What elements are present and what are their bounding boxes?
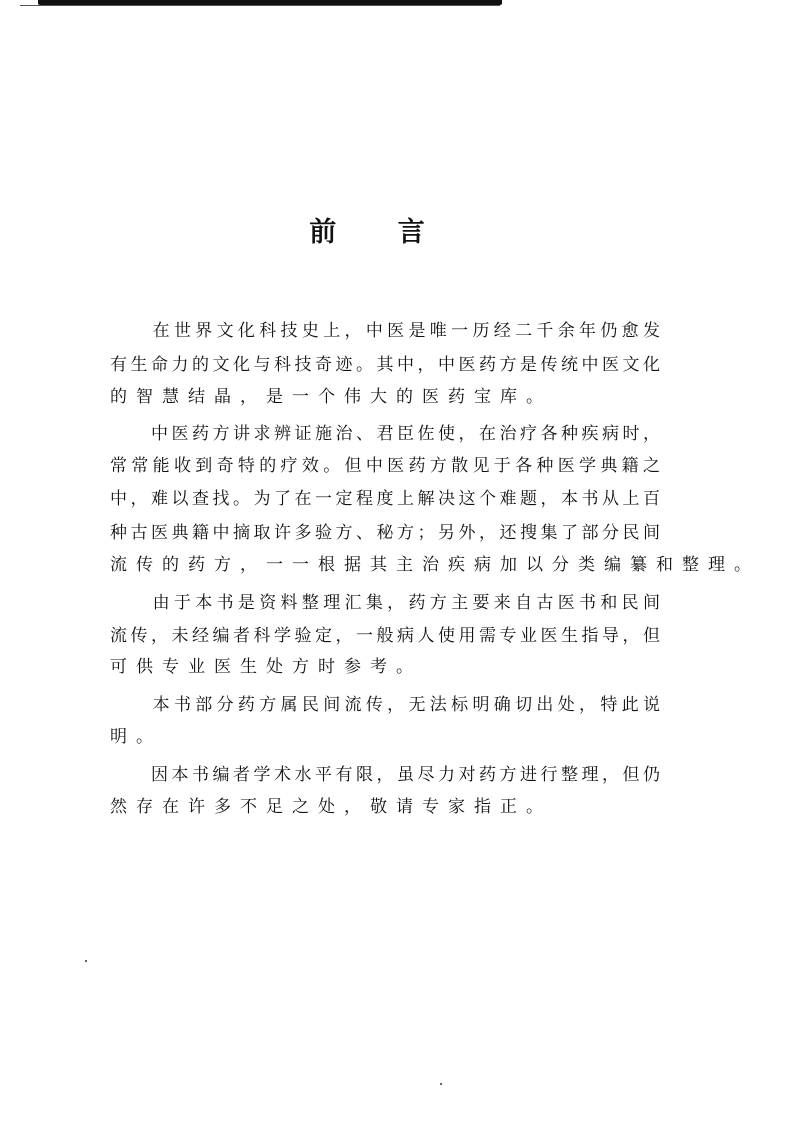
- scan-speck: [440, 1083, 442, 1085]
- text-line: 然存在许多不足之处，敬请专家指正。: [110, 797, 552, 817]
- text-line: 流传的药方，一一根据其主治疾病加以分类编纂和整理。: [110, 555, 760, 575]
- text-line: 常常能收到奇特的疗效。但中医药方散见于各种医学典籍之: [110, 456, 660, 476]
- text-line: 本书部分药方属民间流传，无法标明确切出处，特此说: [110, 695, 660, 715]
- text-line: 有生命力的文化与科技奇迹。其中，中医药方是传统中医文化: [110, 355, 660, 375]
- text-line: 因本书编者学术水平有限，虽尽力对药方进行整理，但仍: [110, 765, 660, 785]
- text-line: 在世界文化科技史上，中医是唯一历经二千余年仍愈发: [110, 321, 660, 341]
- scan-speck: [85, 960, 87, 962]
- text-line: 的智慧结晶，是一个伟大的医药宝库。: [110, 387, 552, 407]
- text-line: 种古医典籍中摘取许多验方、秘方；另外，还搜集了部分民间: [110, 523, 660, 543]
- text-line: 中，难以查找。为了在一定程度上解决这个难题，本书从上百: [110, 489, 660, 509]
- text-line: 由于本书是资料整理汇集，药方主要来自古医书和民间: [110, 593, 660, 613]
- scan-edge-line: [20, 5, 500, 6]
- text-line: 明。: [110, 727, 162, 747]
- text-line: 流传，未经编者科学验定，一般病人使用需专业医生指导，但: [110, 626, 660, 646]
- text-line: 中医药方讲求辨证施治、君臣佐使，在治疗各种疾病时，: [110, 424, 660, 444]
- text-line: 可供专业医生处方时参考。: [110, 657, 422, 677]
- page-title: 前 言: [309, 217, 451, 248]
